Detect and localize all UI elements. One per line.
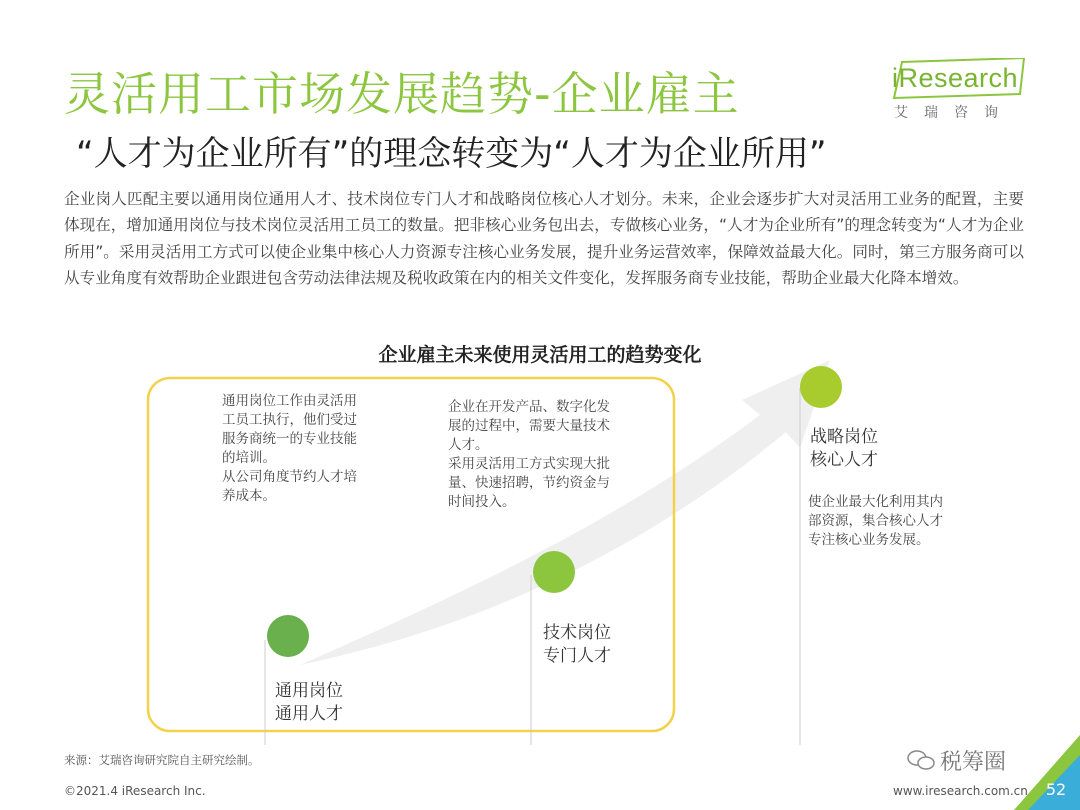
node-3-label	[810, 426, 878, 472]
label-line: 战略岗位	[810, 427, 878, 447]
page-title: 灵活用工市场发展趋势-企业雇主	[64, 67, 740, 121]
node-3-circle	[800, 366, 842, 408]
wechat-icon	[906, 748, 936, 772]
node-3-description	[808, 493, 943, 550]
desc-line: 量、快速招聘，节约资金与	[448, 475, 610, 491]
diagram-title: 企业雇主未来使用灵活用工的趋势变化	[378, 344, 702, 366]
source-note: 来源：艾瑞咨询研究院自主研究绘制。	[64, 753, 260, 767]
desc-line: 采用灵活用工方式实现大批	[448, 456, 610, 472]
logo-brand-text: iResearch	[892, 63, 1019, 93]
desc-line: 部资源，集合核心人才	[808, 513, 943, 529]
desc-line: 企业在开发产品、数字化发	[448, 399, 610, 415]
desc-line: 服务商统一的专业技能	[222, 431, 357, 447]
watermark: 税筹圈	[940, 750, 1007, 775]
label-line: 专门人才	[543, 646, 611, 666]
node-2-label	[543, 622, 611, 668]
node-1-label	[275, 680, 343, 726]
desc-line: 养成本。	[222, 488, 276, 504]
desc-line: 专注核心业务发展。	[808, 532, 930, 548]
label-line: 核心人才	[810, 450, 878, 470]
website-link[interactable]: www.iresearch.com.cn	[893, 784, 1028, 798]
node-1-description	[222, 392, 357, 506]
desc-line: 展的过程中，需要大量技术	[448, 418, 610, 434]
desc-line: 通用岗位工作由灵活用	[222, 393, 357, 409]
desc-line: 使企业最大化利用其内	[808, 494, 943, 510]
intro-paragraph: 企业岗人匹配主要以通用岗位通用人才、技术岗位专门人才和战略岗位核心人才划分。未来，企业会逐步扩大对灵活用工业务的配置，主要体现在，增加通用岗位与技术岗位灵活用工员工的数量。把非核心业务包出去，专做核心业务，“人才为企业所有”的理念转变为“人才为企业所用”。采用灵活用工方式可以使企业集中核心人力资源专注核心业务发展，提升业务运营效率，保障效益最大化。同时，第三方服务商可以从专业角度有效帮助企业跟进包含劳动法律法规及税收政策在内的相关文件变化，发挥服务商专业技能，帮助企业最大化降本增效。	[64, 190, 1024, 288]
node-2-description	[448, 398, 610, 512]
label-line: 通用岗位	[275, 681, 343, 701]
copyright: ©2021.4 iResearch Inc.	[64, 784, 206, 798]
desc-line: 人才。	[448, 437, 489, 453]
label-line: 通用人才	[275, 704, 343, 724]
desc-line: 的培训。	[222, 450, 276, 466]
desc-line: 时间投入。	[448, 494, 516, 510]
logo-cn-text: 艾瑞咨询	[894, 105, 1014, 121]
node-2-circle	[533, 551, 575, 593]
page-number: 52	[1045, 780, 1067, 799]
desc-line: 从公司角度节约人才培	[222, 469, 357, 485]
node-1-circle	[267, 615, 309, 657]
page-subtitle: “人才为企业所有”的理念转变为“人才为企业所用”	[76, 134, 827, 174]
desc-line: 工员工执行，他们受过	[222, 412, 357, 428]
label-line: 技术岗位	[543, 623, 611, 643]
